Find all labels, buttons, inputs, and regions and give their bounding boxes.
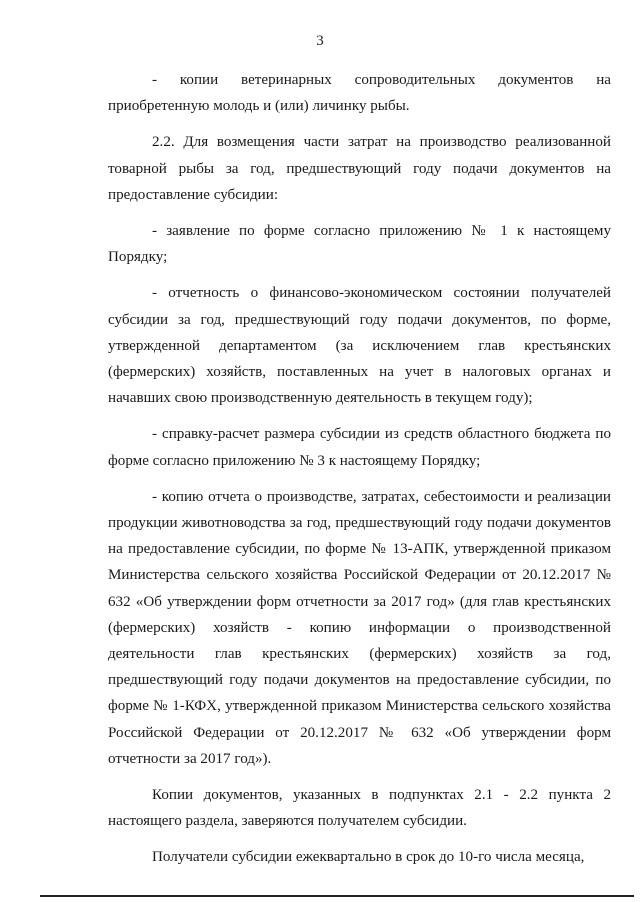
page-number: 3 <box>316 33 324 49</box>
paragraph-quarterly-deadline: Получатели субсидии ежеквартально в срок до 10-го числа месяца, <box>152 849 585 866</box>
paragraph-document-certification: Копии документов, указанных в подпунктах 2.1 - 2.2 пункта 2 настоящего раздела, заверяются получателем субсидии. <box>108 787 611 830</box>
scan-bottom-edge <box>40 895 634 897</box>
paragraph-veterinary-documents: - копии ветеринарных сопроводительных документов на приобретенную молодь и (или) личинку рыбы. <box>108 72 611 115</box>
paragraph-subsidy-calculation: - справку-расчет размера субсидии из средств областного бюджета по форме согласно приложению № 3 к настоящему Порядку; <box>108 426 611 469</box>
paragraph-application-form: - заявление по форме согласно приложению № 1 к настоящему Порядку; <box>108 223 611 266</box>
paragraph-section-2-2: 2.2. Для возмещения части затрат на производство реализованной товарной рыбы за год, предшествующий году подачи документов на предоставление субсидии: <box>108 134 611 203</box>
paragraph-financial-reporting: - отчетность о финансово-экономическом состоянии получателей субсидии за год, предшествующий году подачи документов, по форме, утвержденной департаментом (за исключением глав крестьянских (фермерских) хозяйств, поставленных на учет в налоговых органах и начавших свою производственную деятельность в текущем году); <box>108 285 611 407</box>
document-body <box>108 67 611 871</box>
paragraph-production-report: - копию отчета о производстве, затратах, себестоимости и реализации продукции животноводства за год, предшествующий году подачи документов на предоставление субсидии, по форме № 13-АПК, утвержденной приказом Министерства сельского хозяйства Российской Федерации от 20.12.2017 № 632 «Об утверждении форм отчетности за 2017 год» (для глав крестьянских (фермерских) хозяйств - копию информации о производственной деятельности глав крестьянских (фермерских) хозяйств за год, предшествующий году подачи документов на предоставление субсидии, по форме № 1-КФХ, утвержденной приказом Министерства сельского хозяйства Российской Федерации от 20.12.2017 № 632 «Об утверждении форм отчетности за 2017 год»). <box>108 488 611 767</box>
